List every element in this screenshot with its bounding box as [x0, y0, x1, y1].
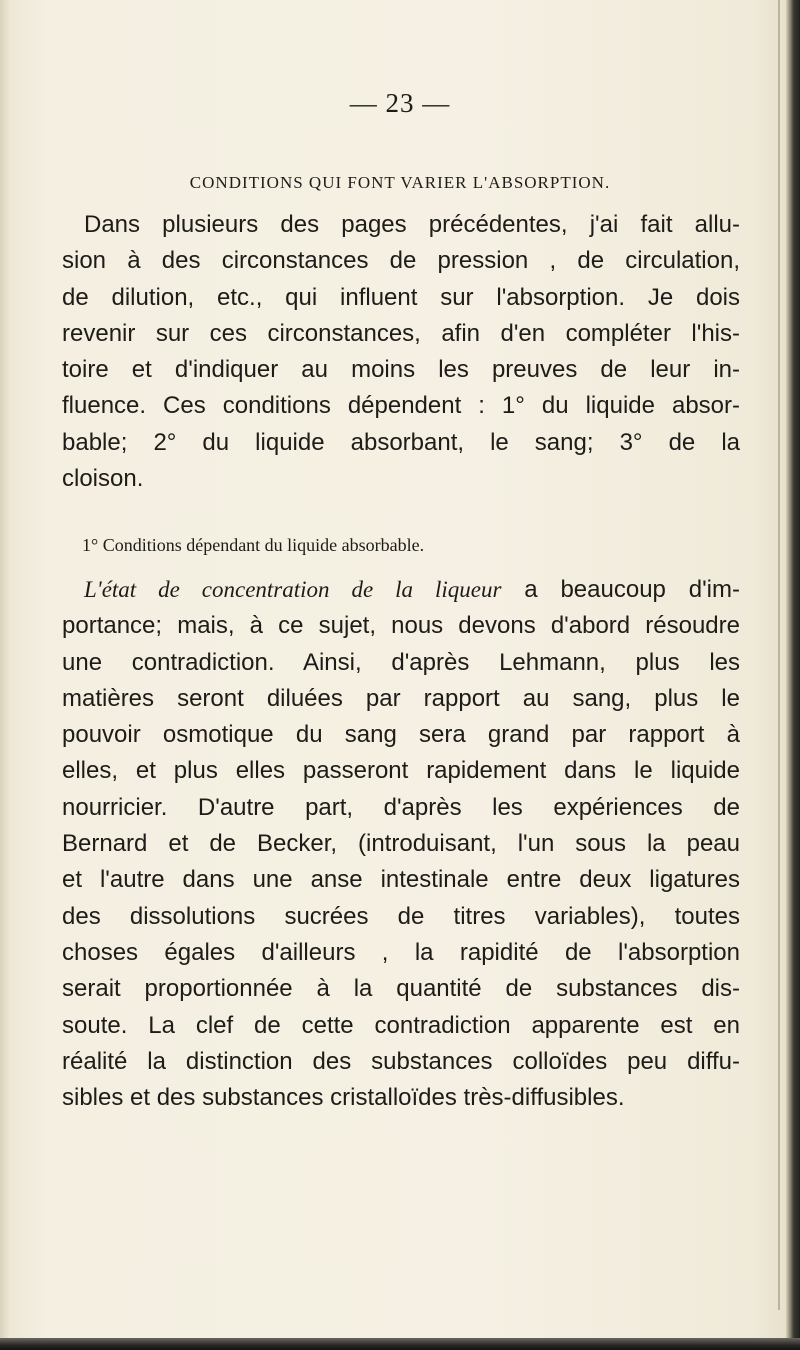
paragraph-line: matières seront diluées par rapport au sang, plus le — [62, 684, 740, 712]
paragraph-line: serait proportionnée à la quantité de substances dis- — [62, 975, 740, 1003]
book-binding-edge — [786, 0, 800, 1350]
page-gutter-shadow — [0, 0, 10, 1350]
paragraph-line: de dilution, etc., qui influent sur l'absorption. Je dois — [62, 283, 740, 311]
paragraph-line: Dans plusieurs des pages précédentes, j'ai fait allu- — [84, 211, 740, 238]
paragraph-line: sion à des circonstances de pression , de circulation, — [62, 247, 740, 275]
italic-phrase: L'état de concentration de la liqueur — [84, 577, 502, 602]
section-title: CONDITIONS QUI FONT VARIER L'ABSORPTION. — [189, 173, 611, 192]
first-line-rest: a beaucoup d'im- — [501, 576, 740, 603]
page-bottom-edge — [0, 1338, 800, 1350]
binding-edge-line — [778, 0, 780, 1310]
paragraph-line: cloison. — [62, 465, 144, 493]
paragraph-line: et l'autre dans une anse intestinale entre deux ligatures — [62, 866, 740, 894]
paragraph-line: toire et d'indiquer au moins les preuves de leur in- — [62, 356, 740, 384]
subsection-heading: 1° Conditions dépendant du liquide absorbable. — [82, 535, 425, 555]
paragraph-line: une contradiction. Ainsi, d'après Lehmann, plus les — [62, 648, 740, 676]
paragraph-1 — [62, 207, 740, 497]
paragraph-line: fluence. Ces conditions dépendent : 1° du liquide absor- — [62, 392, 740, 420]
page-number: — 23 — — [349, 88, 451, 118]
paragraph-line: choses égales d'ailleurs , la rapidité de l'absorption — [62, 938, 740, 966]
paragraph-line: elles, et plus elles passeront rapidement dans le liquide — [62, 757, 740, 785]
paragraph-line: bable; 2° du liquide absorbant, le sang; 3° de la — [62, 428, 740, 456]
paragraph-line: soute. La clef de cette contradiction apparente est en — [62, 1011, 740, 1039]
paragraph-first-line — [62, 572, 740, 608]
paragraph-line: sibles et des substances cristalloïdes très-diffusibles. — [62, 1084, 625, 1112]
paragraph-line: portance; mais, à ce sujet, nous devons d'abord résoudre — [62, 612, 740, 640]
paragraph-2 — [62, 572, 740, 1116]
paragraph-line: pouvoir osmotique du sang sera grand par rapport à — [62, 721, 740, 749]
paragraph-line: nourricier. D'autre part, d'après les expériences de — [62, 793, 740, 821]
paragraph-line: réalité la distinction des substances colloïdes peu diffu- — [62, 1047, 740, 1075]
paragraph-line: Bernard et de Becker, (introduisant, l'un sous la peau — [62, 830, 740, 858]
paragraph-line: revenir sur ces circonstances, afin d'en compléter l'his- — [62, 319, 740, 347]
paragraph-line: des dissolutions sucrées de titres variables), toutes — [62, 902, 740, 930]
